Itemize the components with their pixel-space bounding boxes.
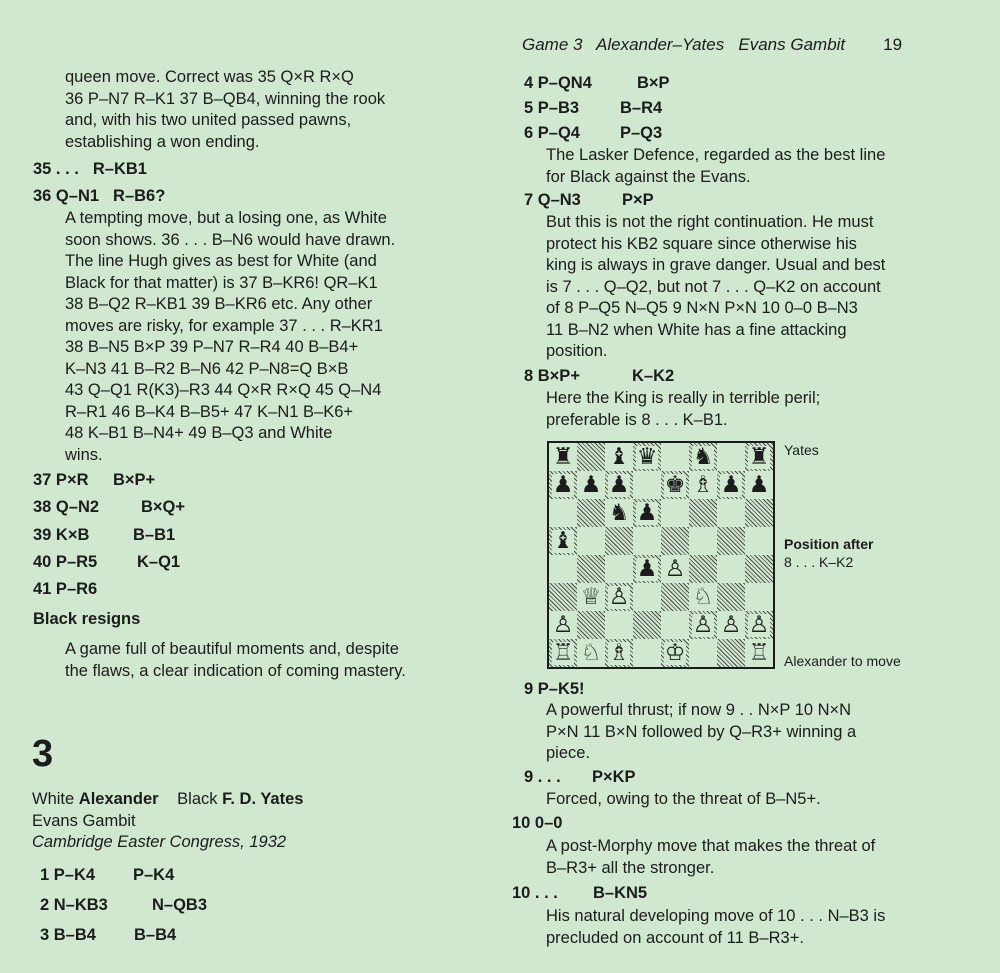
chess-piece: ♙ — [692, 611, 714, 638]
text-line: K–N3 41 B–R2 B–N6 42 P–N8=Q B×B — [65, 359, 349, 378]
board-square — [661, 611, 689, 639]
text-line: is 7 . . . Q–Q2, but not 7 . . . Q–K2 on account — [546, 277, 881, 296]
move-number: 1 P–K4 — [40, 866, 96, 884]
right-paragraph-6 — [546, 145, 885, 188]
chess-piece: ♖ — [552, 639, 574, 666]
chess-piece: ♙ — [720, 611, 742, 638]
text-line: and, with his two united passed pawns, — [65, 111, 352, 129]
move-number: 38 Q–N2 — [33, 498, 100, 516]
move-number: 8 B×P+ — [524, 367, 580, 385]
text-line: A powerful thrust; if now 9 . . N×P 10 N×N — [546, 701, 852, 719]
move-black: R–KB1 — [92, 160, 147, 178]
move-black: B×P — [637, 74, 670, 92]
move-36 — [33, 187, 165, 206]
caption-line: 8 . . . K–K2 — [784, 554, 854, 570]
text-line: of 8 P–Q5 N–Q5 9 N×N P×N 10 0–0 B–N3 — [546, 299, 858, 317]
chess-piece: ♟ — [720, 471, 742, 498]
board-square — [717, 499, 745, 527]
board-square — [605, 443, 633, 471]
black-resigns: Black resigns — [33, 610, 141, 628]
text-line: R–R1 46 B–K4 B–B5+ 47 K–N1 B–K6+ — [65, 402, 354, 421]
text-line: But this is not the right continuation. He must — [546, 213, 874, 231]
move-black: N–QB3 — [152, 896, 208, 914]
move-black: B×P+ — [113, 471, 156, 489]
board-square — [633, 443, 661, 471]
move-9b — [524, 768, 636, 787]
board-square — [605, 527, 633, 555]
move-10 — [512, 814, 562, 833]
left-paragraph-3 — [65, 639, 406, 682]
chess-piece: ♟ — [636, 499, 658, 526]
players-line — [32, 789, 303, 811]
text-line: 38 B–Q2 R–KB1 39 B–KR6 etc. Any other — [65, 295, 373, 313]
text-line: The line Hugh gives as best for White (and — [65, 252, 377, 270]
white-player: Alexander — [78, 790, 159, 808]
text-line: P×N 11 B×N followed by Q–R3+ winning a — [546, 722, 857, 741]
left-paragraph-1 — [65, 67, 385, 153]
text-line: precluded on account of 11 B–R3+. — [546, 928, 804, 947]
board-square — [661, 527, 689, 555]
board-square — [745, 499, 773, 527]
black-label: Black — [177, 790, 218, 808]
move-39 — [33, 526, 175, 545]
chess-piece: ♞ — [608, 499, 630, 526]
chess-piece: ♙ — [664, 555, 686, 582]
board-square — [549, 611, 577, 639]
board-square — [661, 443, 689, 471]
move-number: 2 N–KB3 — [40, 896, 108, 914]
board-square — [689, 443, 717, 471]
board-square — [745, 527, 773, 555]
text-line: 11 B–N2 when White has a fine attacking — [546, 320, 847, 339]
text-line: Black for that matter) is 37 B–KR6! QR–K1 — [65, 273, 378, 292]
game-number: 3 — [32, 733, 54, 775]
board-square — [745, 471, 773, 499]
board-square — [689, 471, 717, 499]
chess-piece: ♝ — [552, 527, 574, 554]
right-paragraph-7 — [546, 212, 885, 363]
chess-piece: ♜ — [748, 443, 770, 470]
board-square — [689, 611, 717, 639]
move-black: B–B1 — [133, 526, 176, 544]
board-square — [745, 583, 773, 611]
move-35 — [33, 160, 147, 179]
text-line: Forced, owing to the threat of B–N5+. — [546, 790, 821, 808]
diagram-caption — [784, 535, 873, 571]
text-line: piece. — [546, 744, 591, 762]
board-square — [717, 639, 745, 667]
move-number: 9 . . . — [524, 768, 561, 786]
text-line: protect his KB2 square since otherwise his — [546, 234, 857, 253]
chess-piece: ♜ — [552, 443, 574, 470]
move-number: 36 Q–N1 — [33, 187, 100, 205]
right-paragraph-8 — [546, 388, 820, 431]
move-38 — [33, 498, 185, 517]
move-number: 7 Q–N3 — [524, 191, 581, 209]
move-4 — [524, 74, 670, 93]
board-square — [633, 639, 661, 667]
board-square — [549, 471, 577, 499]
move-number: 3 B–B4 — [40, 926, 96, 944]
board-square — [549, 443, 577, 471]
board-square — [577, 555, 605, 583]
board-square — [633, 471, 661, 499]
right-paragraph-9 — [546, 700, 856, 765]
chess-board-diagram — [547, 441, 775, 669]
board-square — [745, 555, 773, 583]
chess-piece: ♖ — [748, 639, 770, 666]
chess-piece: ♗ — [608, 639, 630, 666]
move-number: 39 K×B — [33, 526, 90, 544]
chess-piece: ♟ — [608, 471, 630, 498]
opening-name: Evans Gambit — [32, 811, 136, 830]
board-square — [633, 555, 661, 583]
chess-piece: ♞ — [692, 443, 714, 470]
text-line: king is always in grave danger. Usual and best — [546, 256, 886, 274]
right-paragraph-10b — [546, 906, 885, 949]
board-square — [689, 639, 717, 667]
board-square — [661, 499, 689, 527]
text-line: soon shows. 36 . . . B–N6 would have drawn. — [65, 230, 396, 249]
diagram-top-label: Yates — [784, 442, 819, 458]
move-number: 35 . . . — [33, 160, 79, 178]
text-line: moves are risky, for example 37 . . . R–KR1 — [65, 316, 383, 335]
text-line: wins. — [65, 445, 103, 464]
chess-piece: ♘ — [580, 639, 602, 666]
board-square — [689, 555, 717, 583]
board-square — [549, 527, 577, 555]
text-line: A post-Morphy move that makes the threat of — [546, 837, 876, 855]
move-6 — [524, 124, 662, 143]
chess-piece: ♟ — [552, 471, 574, 498]
chess-piece: ♘ — [692, 583, 714, 610]
text-line: 36 P–N7 R–K1 37 B–QB4, winning the rook — [65, 89, 386, 108]
board-square — [577, 527, 605, 555]
move-10b — [512, 884, 647, 903]
board-square — [577, 611, 605, 639]
move-black: P–K4 — [133, 866, 175, 884]
board-square — [745, 611, 773, 639]
text-line: A game full of beautiful moments and, despite — [65, 640, 399, 658]
running-header — [522, 35, 902, 55]
text-line: position. — [546, 342, 608, 360]
text-line: establishing a won ending. — [65, 132, 260, 151]
board-square — [633, 499, 661, 527]
move-3 — [40, 926, 176, 945]
move-number: 6 P–Q4 — [524, 124, 580, 142]
board-square — [717, 583, 745, 611]
board-square — [745, 639, 773, 667]
move-black: P–Q3 — [620, 124, 663, 142]
move-number: 4 P–QN4 — [524, 74, 592, 92]
text-line: 43 Q–Q1 R(K3)–R3 44 Q×R R×Q 45 Q–N4 — [65, 381, 382, 399]
board-square — [717, 443, 745, 471]
move-number: 40 P–R5 — [33, 553, 98, 571]
move-number: 41 P–R6 — [33, 580, 98, 598]
chess-piece: ♔ — [664, 639, 686, 666]
board-square — [689, 583, 717, 611]
move-40 — [33, 553, 180, 572]
move-number: 37 P×R — [33, 471, 89, 489]
board-square — [633, 583, 661, 611]
board-square — [549, 639, 577, 667]
board-square — [745, 443, 773, 471]
move-2 — [40, 896, 207, 915]
chess-piece: ♟ — [748, 471, 770, 498]
left-paragraph-2 — [65, 208, 395, 466]
board-square — [717, 555, 745, 583]
move-8 — [524, 367, 674, 386]
chess-piece: ♟ — [580, 471, 602, 498]
move-black: B×Q+ — [141, 498, 186, 516]
move-1 — [40, 866, 174, 885]
chess-piece: ♛ — [636, 443, 658, 470]
text-line: preferable is 8 . . . K–B1. — [546, 410, 728, 429]
board-square — [717, 527, 745, 555]
board-square — [661, 555, 689, 583]
move-black: K–Q1 — [137, 553, 181, 571]
text-line: His natural developing move of 10 . . . N–B3 is — [546, 907, 886, 925]
chess-piece: ♙ — [552, 611, 574, 638]
move-37 — [33, 471, 155, 490]
move-9 — [524, 680, 585, 699]
board-square — [605, 639, 633, 667]
right-paragraph-10 — [546, 836, 875, 879]
board-square — [717, 471, 745, 499]
board-square — [633, 527, 661, 555]
board-square — [605, 555, 633, 583]
text-line: the flaws, a clear indication of coming mastery. — [65, 661, 406, 680]
event-name: Cambridge Easter Congress, 1932 — [32, 833, 287, 851]
board-square — [577, 583, 605, 611]
black-player: F. D. Yates — [222, 790, 304, 808]
chess-piece: ♚ — [664, 471, 686, 498]
move-black: B–R4 — [620, 99, 663, 117]
board-square — [661, 471, 689, 499]
board-square — [577, 443, 605, 471]
move-black: B–KN5 — [593, 884, 648, 902]
text-line: A tempting move, but a losing one, as White — [65, 209, 387, 227]
text-line: queen move. Correct was 35 Q×R R×Q — [65, 68, 354, 86]
board-square — [605, 611, 633, 639]
move-number: 9 P–K5! — [524, 680, 585, 698]
chess-piece: ♗ — [692, 471, 714, 498]
board-square — [577, 471, 605, 499]
board-square — [549, 555, 577, 583]
board-square — [689, 527, 717, 555]
move-number: 10 0–0 — [512, 814, 563, 832]
board-square — [605, 583, 633, 611]
game-info — [32, 789, 303, 854]
move-number: 5 P–B3 — [524, 99, 580, 117]
board-square — [577, 639, 605, 667]
move-black: R–B6? — [113, 187, 166, 205]
board-square — [549, 499, 577, 527]
chess-piece: ♝ — [608, 443, 630, 470]
board-square — [549, 583, 577, 611]
move-black: B–B4 — [134, 926, 177, 944]
move-black: K–K2 — [632, 367, 675, 385]
move-black: P×KP — [592, 768, 636, 786]
board-square — [689, 499, 717, 527]
move-black: P×P — [622, 191, 654, 209]
board-square — [717, 611, 745, 639]
chess-piece: ♙ — [748, 611, 770, 638]
diagram-bottom-label: Alexander to move — [784, 653, 901, 669]
move-41 — [33, 580, 97, 599]
right-paragraph-9b — [546, 789, 821, 811]
header-title: Game 3 Alexander–Yates Evans Gambit — [522, 35, 846, 54]
board-square — [661, 639, 689, 667]
text-line: B–R3+ all the stronger. — [546, 858, 715, 877]
board-square — [605, 471, 633, 499]
chess-piece: ♙ — [608, 583, 630, 610]
board-square — [633, 611, 661, 639]
chess-piece: ♕ — [580, 583, 602, 610]
move-number: 10 . . . — [512, 884, 558, 902]
board-square — [661, 583, 689, 611]
white-label: White — [32, 790, 75, 808]
text-line: Here the King is really in terrible peril; — [546, 389, 821, 407]
page-number: 19 — [883, 35, 903, 54]
caption-line: Position after — [784, 536, 874, 552]
move-5 — [524, 99, 662, 118]
chess-piece: ♟ — [636, 555, 658, 582]
board-square — [605, 499, 633, 527]
text-line: 48 K–B1 B–N4+ 49 B–Q3 and White — [65, 424, 333, 442]
text-line: for Black against the Evans. — [546, 167, 751, 186]
text-line: The Lasker Defence, regarded as the best line — [546, 146, 886, 164]
text-line: 38 B–N5 B×P 39 P–N7 R–R4 40 B–B4+ — [65, 338, 359, 356]
board-square — [577, 499, 605, 527]
move-7 — [524, 191, 654, 210]
